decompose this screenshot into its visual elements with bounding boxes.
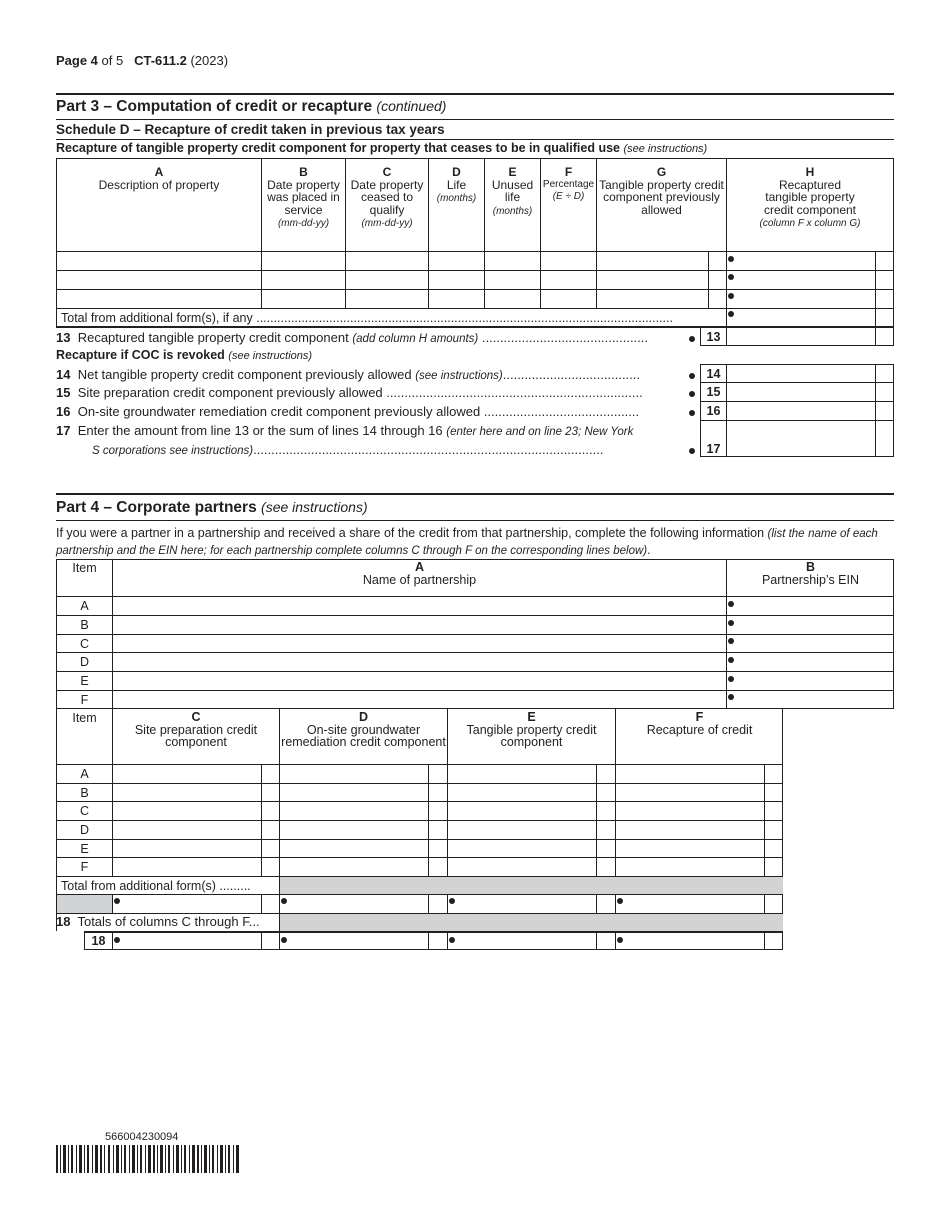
line-14: 14 Net tangible property credit component previously allowed (see instructions)......................................: [56, 367, 640, 382]
line-18-e-field[interactable]: [455, 933, 596, 950]
bullet-icon: [689, 373, 695, 379]
row-line: [56, 634, 894, 635]
part4-intro: If you were a partner in a partnership and received a share of the credit from that partnership, complete the following information (list the name of each partnership and the EIN here; for each partnership complete columns C through F on the corresponding lines below).: [56, 526, 878, 557]
part3-title: Part 3 – Computation of credit or recapture (continued): [56, 98, 447, 115]
col-b-header: B Date property was placed in service (mm-dd-yy): [267, 165, 340, 229]
page-label: Page 4: [56, 53, 98, 68]
shaded-area: [57, 895, 112, 913]
line-16-field[interactable]: [727, 402, 875, 420]
col-divider: [708, 251, 709, 308]
col-divider: [447, 931, 448, 950]
col-divider: [596, 931, 597, 950]
line-13-box-label: 13: [706, 330, 721, 344]
additional-e-field[interactable]: [455, 895, 596, 913]
rule: [56, 520, 894, 521]
col-divider: [875, 327, 876, 346]
item-header: Item: [72, 561, 97, 575]
col-a-header: A Description of property: [98, 165, 220, 192]
recapture-heading: Recapture of tangible property credit component for property that ceases to be in qualified use (see instructions): [56, 141, 708, 155]
col-h-header: H Recaptured tangible property credit component (column F x column G): [759, 165, 861, 229]
col-divider: [615, 931, 616, 950]
part3-title-note: (continued): [376, 98, 447, 114]
page-header: [56, 53, 228, 68]
site-prep-field[interactable]: [113, 765, 261, 783]
col-divider: [428, 895, 429, 913]
col-f-header: F Percentage (E ÷ D): [542, 165, 595, 202]
recaptured-amount-field[interactable]: [734, 271, 875, 289]
row-line: [56, 801, 783, 802]
property-description-field[interactable]: [57, 252, 261, 270]
col-divider: [875, 364, 876, 457]
rule: [56, 139, 894, 140]
line-17-field[interactable]: [727, 421, 875, 456]
page-of: of 5: [101, 53, 124, 68]
form-year: (2023): [190, 53, 229, 68]
total-additional-label: Total from additional form(s), if any ........................................................................................................................: [61, 311, 673, 325]
line-18-f-field[interactable]: [623, 933, 764, 950]
col-divider: [261, 931, 262, 950]
line-15-box-label: 15: [706, 385, 721, 399]
schedule-d-title: Schedule D – Recapture of credit taken in previous tax years: [56, 122, 445, 137]
line-18-box-label: 18: [91, 934, 106, 948]
row-line: [56, 671, 894, 672]
item-label: D: [79, 823, 90, 837]
item-label: B: [80, 786, 89, 800]
bullet-icon: [728, 620, 734, 626]
item-label: B: [80, 618, 89, 632]
col-divider: [261, 895, 262, 913]
col-c-header: C Date property ceased to qualify (mm-dd-yy): [350, 165, 424, 229]
col-divider: [764, 931, 765, 950]
bullet-icon: [689, 391, 695, 397]
line-15: 15 Site preparation credit component previously allowed .......................................................................: [56, 385, 643, 400]
form-id: CT-611.2: [134, 53, 187, 68]
total-additional-field[interactable]: [734, 309, 875, 326]
recapture-note: (see instructions): [623, 143, 708, 155]
col-divider: [764, 895, 765, 913]
shaded-area: [280, 877, 783, 894]
line-15-field[interactable]: [727, 383, 875, 401]
part4-top-rule: [56, 493, 894, 495]
additional-c-field[interactable]: [120, 895, 261, 913]
total-additional-label: Total from additional form(s) .........: [61, 879, 251, 893]
recaptured-amount-field[interactable]: [734, 252, 875, 270]
row-line: [56, 839, 783, 840]
coc-heading: Recapture if COC is revoked (see instructions): [56, 348, 313, 362]
barcode-number: 566004230094: [105, 1131, 179, 1143]
row-line: [56, 652, 894, 653]
col-a-partnership-header: A Name of partnership: [362, 560, 477, 587]
col-d-header: D On-site groundwater remediation credit component: [281, 710, 446, 749]
row-line: [56, 690, 894, 691]
row-line: [56, 857, 783, 858]
col-divider: [726, 327, 727, 346]
row-line: [56, 820, 783, 821]
item-label: F: [80, 693, 89, 707]
line-16: 16 On-site groundwater remediation credit component previously allowed ...........................................: [56, 404, 640, 419]
col-divider: [112, 895, 113, 913]
row-line: [56, 615, 894, 616]
col-divider: [596, 895, 597, 913]
item-label: F: [80, 860, 89, 874]
additional-f-field[interactable]: [623, 895, 764, 913]
bullet-icon: [728, 638, 734, 644]
partnership-name-field[interactable]: [113, 597, 726, 615]
bullet-icon: [689, 448, 695, 454]
item-header: Item: [72, 711, 97, 725]
col-g-header: G Tangible property credit component previously allowed: [599, 165, 724, 217]
line-17-box-label: 17: [706, 442, 721, 456]
item-label: C: [79, 637, 90, 651]
line-14-box-label: 14: [706, 367, 721, 381]
line-18: 18 Totals of columns C through F...: [56, 914, 260, 929]
item-label: E: [80, 674, 89, 688]
item-label: D: [79, 655, 90, 669]
bullet-icon: [728, 657, 734, 663]
line-17: 17 Enter the amount from line 13 or the sum of lines 14 through 16 (enter here and on line 23; New York: [56, 423, 634, 438]
partnership-ein-field[interactable]: [734, 597, 894, 615]
col-b-ein-header: B Partnership’s EIN: [761, 560, 860, 587]
item-label: A: [80, 599, 89, 613]
col-divider: [726, 158, 727, 326]
line-18-c-field[interactable]: [120, 933, 261, 950]
line-13: 13 Recaptured tangible property credit component (add column H amounts) ..............................................: [56, 330, 649, 345]
bullet-icon: [728, 694, 734, 700]
col-divider: [615, 895, 616, 913]
item-label: C: [79, 804, 90, 818]
item-label: A: [80, 767, 89, 781]
col-e-header: E Unused life (months): [491, 165, 534, 217]
bullet-icon: [689, 336, 695, 342]
barcode-icon: [56, 1145, 240, 1173]
col-f-header: F Recapture of credit: [646, 710, 753, 737]
shaded-area: [280, 914, 783, 931]
col-d-header: D Life (months): [436, 165, 477, 204]
row-line: [56, 783, 783, 784]
item-label: E: [80, 842, 89, 856]
additional-d-field[interactable]: [287, 895, 428, 913]
rule: [56, 119, 894, 120]
line-13-field[interactable]: [700, 327, 894, 346]
col-e-header: E Tangible property credit component: [466, 710, 597, 749]
part3-top-rule: [56, 93, 894, 95]
col-divider: [428, 931, 429, 950]
bullet-icon: [689, 410, 695, 416]
mask: [56, 949, 84, 950]
col-c-header: C Site preparation credit component: [134, 710, 258, 749]
line-16-box-label: 16: [706, 404, 721, 418]
col-divider: [447, 895, 448, 913]
col-divider: [112, 931, 113, 950]
mask: [56, 931, 57, 950]
line-17-cont: S corporations see instructions).................................................................................................: [92, 442, 604, 457]
recaptured-amount-field[interactable]: [734, 290, 875, 308]
bullet-icon: [728, 676, 734, 682]
line-18-d-field[interactable]: [287, 933, 428, 950]
part4-title: Part 4 – Corporate partners (see instructions): [56, 499, 368, 516]
line-14-field[interactable]: [727, 365, 875, 382]
